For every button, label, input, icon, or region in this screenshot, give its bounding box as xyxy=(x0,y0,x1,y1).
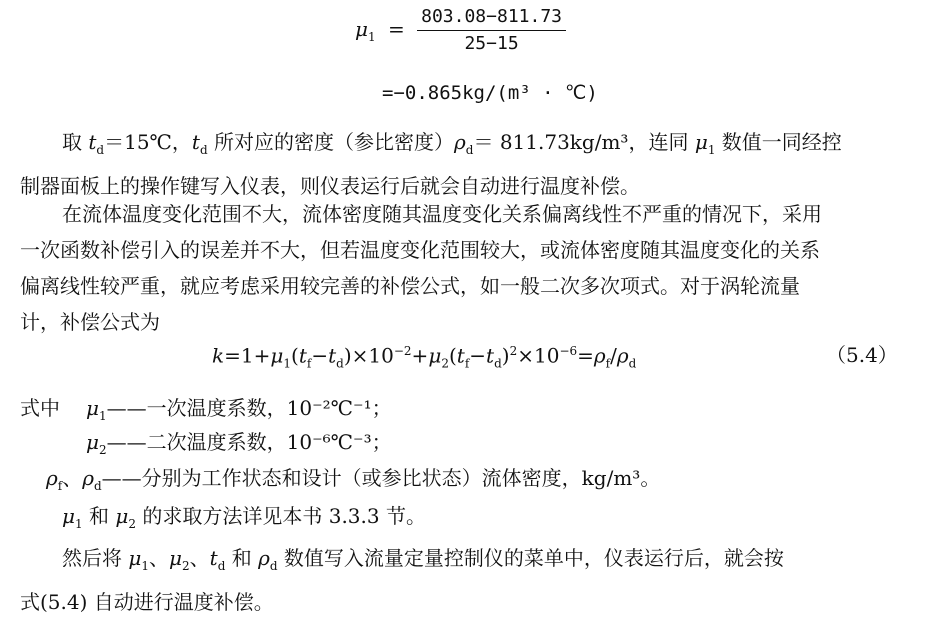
equals-sign: = xyxy=(388,17,405,41)
mu1-subscript: 1 xyxy=(707,143,716,157)
text-span: 所对应的密度（参比密度） xyxy=(207,130,455,154)
definition-text: ——一次温度系数，10⁻²℃⁻¹； xyxy=(106,396,392,420)
td-symbol: t xyxy=(209,546,218,570)
text-line: 在流体温度变化范围不大，流体密度随其温度变化关系偏离线性不严重的情况下，采用 xyxy=(62,202,822,226)
text-line: 计，补偿公式为 xyxy=(20,310,160,334)
separator: 、 xyxy=(62,466,83,490)
paragraph-compensation xyxy=(20,196,924,340)
td-subscript: d xyxy=(96,143,105,157)
td-subscript: d xyxy=(199,143,208,157)
mu-symbol: μ xyxy=(115,504,129,528)
definition-text: ——二次温度系数，10⁻⁶℃⁻³； xyxy=(106,430,392,454)
text-span: 取 xyxy=(62,130,89,154)
mu1-subscript: 1 xyxy=(368,30,376,44)
equation-5-4: $k=1+\mu_1(t_f-t_d)\times 10^{-2}+\mu_2(t_f-t_d)^2\times 10^{-6}=\rho_f/\rho_d$ xyxy=(212,343,637,371)
rho-symbol: ρ xyxy=(258,546,270,570)
rho-symbol: ρ xyxy=(454,130,466,154)
separator: 、 xyxy=(149,546,169,570)
rho-f-subscript: f xyxy=(57,479,63,493)
td-symbol: t xyxy=(88,130,97,154)
paragraph-reference-density xyxy=(20,124,924,204)
definition-mu2 xyxy=(86,432,392,456)
definition-text: ——分别为工作状态和设计（或参比状态）流体密度，kg/m³。 xyxy=(101,466,661,490)
text-span: 和 xyxy=(82,504,116,528)
separator: 、 xyxy=(189,546,210,570)
text-line: 式(5.4) 自动进行温度补偿。 xyxy=(20,590,274,614)
fraction xyxy=(417,8,566,53)
text-span: 然后将 xyxy=(62,546,129,570)
mu-subscript: 1 xyxy=(75,517,83,531)
definition-mu1 xyxy=(86,398,392,422)
mu1-symbol: μ xyxy=(355,17,368,41)
text-line: 一次函数补偿引入的误差并不大，但若温度变化范围较大，或流体密度随其温度变化的关系 xyxy=(20,238,820,262)
text-span: 和 xyxy=(225,546,259,570)
equation-number: （5.4） xyxy=(826,343,898,367)
rho-d-subscript: d xyxy=(93,479,102,493)
paragraph-coefficients xyxy=(62,506,426,530)
mu1-symbol: μ xyxy=(694,130,708,154)
equation-mu1 xyxy=(355,8,566,53)
mu2-subscript: 2 xyxy=(99,443,107,457)
equation-result: =−0.865kg/(m³ · ℃) xyxy=(382,82,598,104)
text-line xyxy=(20,540,924,584)
text-span: 的求取方法详见本书 3.3.3 节。 xyxy=(136,504,426,528)
text-line: 偏离线性较严重，就应考虑采用较完善的补偿公式，如一般二次多次项式。对于涡轮流量 xyxy=(20,274,800,298)
text-span: ＝ 811.73kg/m³，连同 xyxy=(473,130,695,154)
text-span: ＝15℃， xyxy=(104,130,192,154)
rho-subscript: d xyxy=(269,559,278,573)
td-symbol: t xyxy=(191,130,200,154)
paragraph-final xyxy=(20,540,924,620)
mu-subscript: 1 xyxy=(141,559,149,573)
mu-symbol: μ xyxy=(169,546,182,570)
mu-symbol: μ xyxy=(128,546,142,570)
rho-symbol: ρ xyxy=(82,466,94,490)
fraction-numerator: 803.08−811.73 xyxy=(417,8,566,31)
rho-subscript: d xyxy=(465,143,474,157)
mu2-symbol: μ xyxy=(86,430,99,454)
definition-rho xyxy=(46,468,660,492)
mu-symbol: μ xyxy=(62,504,75,528)
text-span: 数值一同经控 xyxy=(715,130,842,154)
mu1-symbol: μ xyxy=(86,396,99,420)
mu1-subscript: 1 xyxy=(99,409,107,423)
rho-symbol: ρ xyxy=(46,466,58,490)
mu-subscript: 2 xyxy=(128,517,136,531)
text-span: 数值写入流量定量控制仪的菜单中，仪表运行后，就会按 xyxy=(277,546,784,570)
mu-subscript: 2 xyxy=(182,559,190,573)
td-subscript: d xyxy=(217,559,226,573)
text-line: 制器面板上的操作键写入仪表，则仪表运行后就会自动进行温度补偿。 xyxy=(20,174,640,198)
definitions-label: 式中 xyxy=(20,396,60,420)
fraction-denominator: 25−15 xyxy=(464,33,519,54)
